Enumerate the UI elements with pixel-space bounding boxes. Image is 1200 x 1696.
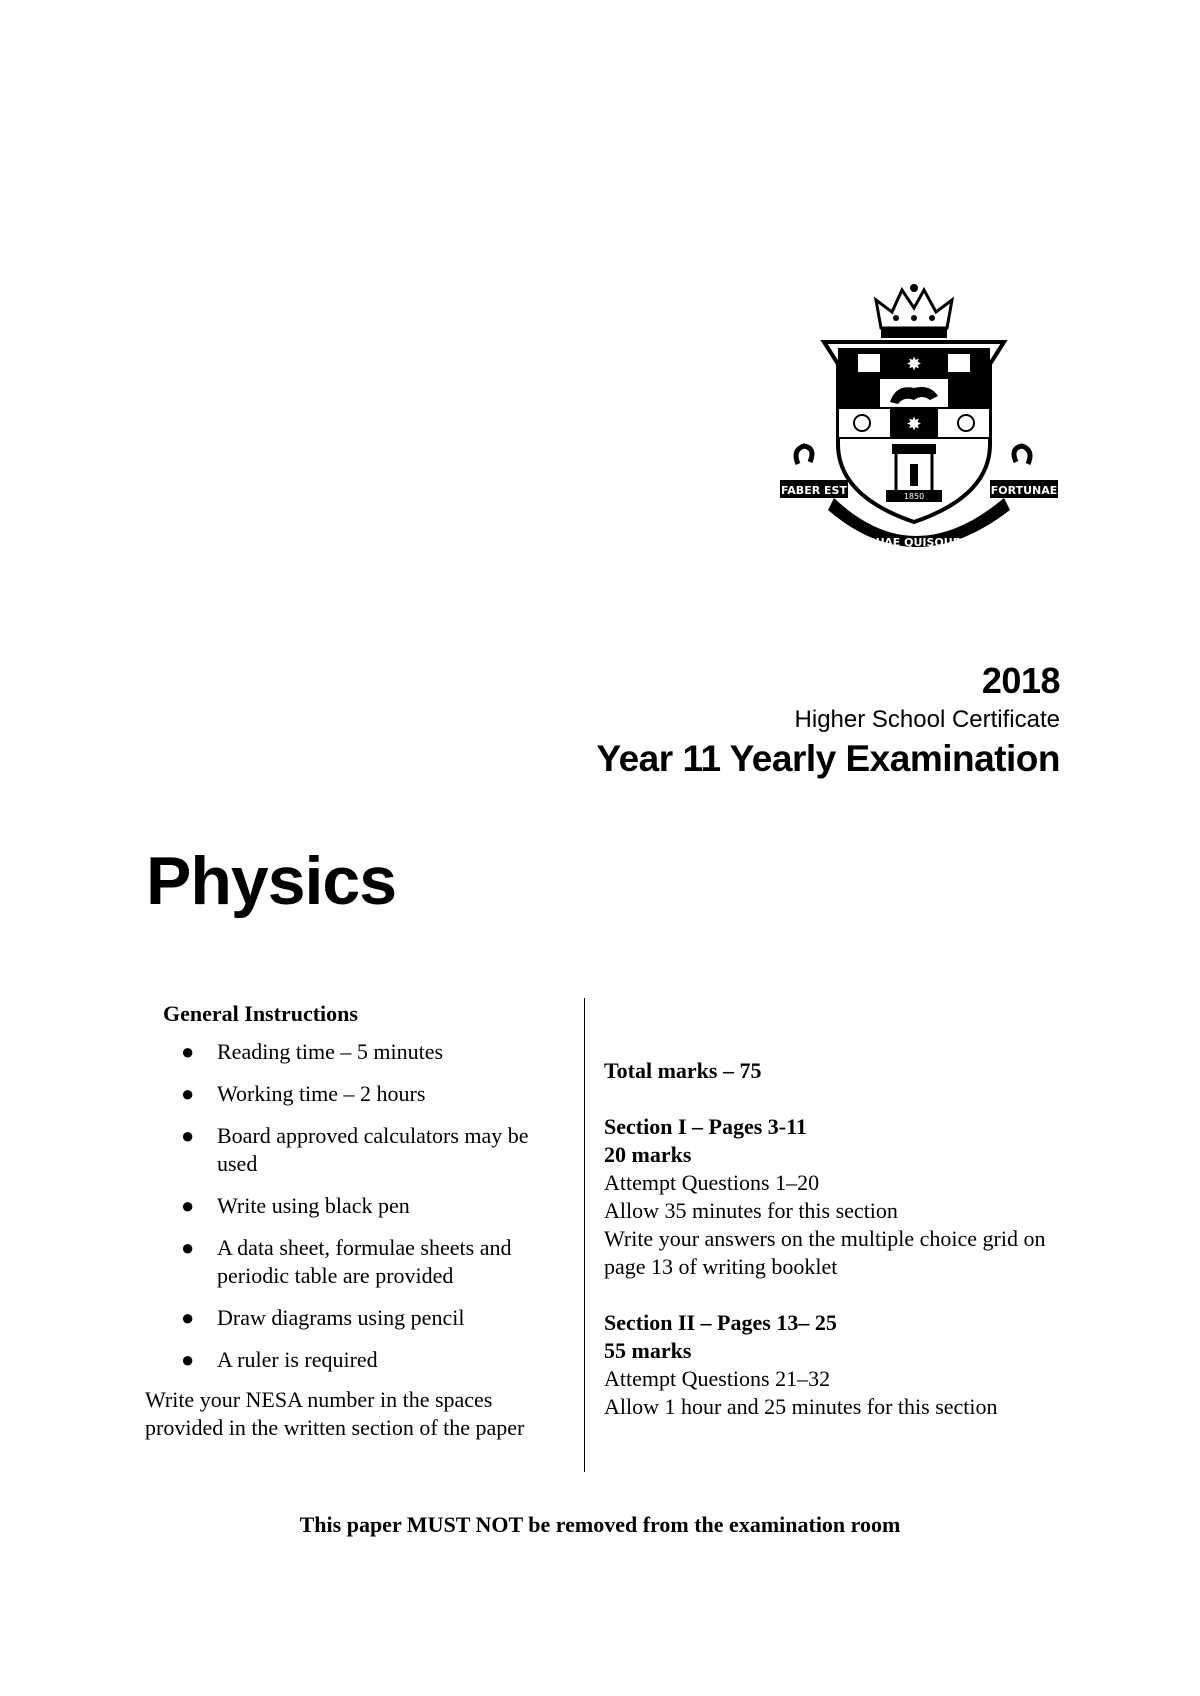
certificate-title: Higher School Certificate <box>794 706 1060 733</box>
section-2 <box>604 1309 1074 1421</box>
nesa-note: Write your NESA number in the spaces provided in the written section of the paper <box>145 1387 525 1440</box>
column-divider <box>584 998 585 1472</box>
footer-notice: This paper MUST NOT be removed from the examination room <box>299 1512 901 1537</box>
crown-icon <box>876 284 952 338</box>
list-item: ● Reading time – 5 minutes <box>181 1039 444 1064</box>
section-title: Section I – Pages 3-11 <box>604 1114 807 1139</box>
list-item: ● Working time – 2 hours <box>181 1081 426 1106</box>
list-item: ● Write using black pen <box>181 1193 410 1218</box>
general-instructions <box>145 1000 570 1442</box>
bullet-icon: ● <box>181 1123 195 1148</box>
svg-text:FORTUNAE: FORTUNAE <box>990 484 1058 497</box>
section-line: Allow 35 minutes for this section <box>604 1198 898 1223</box>
svg-text:FABER EST: FABER EST <box>781 484 847 497</box>
bullet-icon: ● <box>181 1347 195 1372</box>
list-item: ● Draw diagrams using pencil <box>181 1305 465 1330</box>
section-line: Write your answers on the multiple choice grid on page 13 of writing booklet <box>604 1226 1046 1279</box>
list-item: ● A data sheet, formulae sheets and periodic table are provided <box>181 1235 512 1288</box>
subject-title: Physics <box>146 843 397 919</box>
section-line: Allow 1 hour and 25 minutes for this section <box>604 1394 998 1419</box>
section-line: Attempt Questions 21–32 <box>604 1366 831 1391</box>
exam-year: 2018 <box>981 660 1060 701</box>
bullet-icon: ● <box>181 1081 195 1106</box>
exam-title: Year 11 Yearly Examination <box>596 738 1060 779</box>
instructions-list <box>145 1038 570 1374</box>
school-crest-logo <box>778 284 1060 556</box>
list-item: ● Board approved calculators may be used <box>181 1123 529 1176</box>
bullet-icon: ● <box>181 1305 195 1330</box>
marks-summary <box>604 1057 1074 1449</box>
bullet-icon: ● <box>181 1235 195 1260</box>
list-item: ● A ruler is required <box>181 1347 378 1372</box>
svg-text:✸: ✸ <box>906 414 922 435</box>
svg-text:1850: 1850 <box>903 492 925 501</box>
bullet-icon: ● <box>181 1193 195 1218</box>
section-line: Attempt Questions 1–20 <box>604 1170 820 1195</box>
total-marks: Total marks – 75 <box>604 1058 762 1083</box>
section-marks: 55 marks <box>604 1338 692 1363</box>
svg-text:✸: ✸ <box>906 354 922 375</box>
section-marks: 20 marks <box>604 1142 692 1167</box>
bullet-icon: ● <box>181 1039 195 1064</box>
svg-text:SUAE QUISQUE: SUAE QUISQUE <box>867 536 961 549</box>
section-1 <box>604 1113 1074 1281</box>
general-instructions-title: General Instructions <box>163 1001 358 1026</box>
section-title: Section II – Pages 13– 25 <box>604 1310 837 1335</box>
